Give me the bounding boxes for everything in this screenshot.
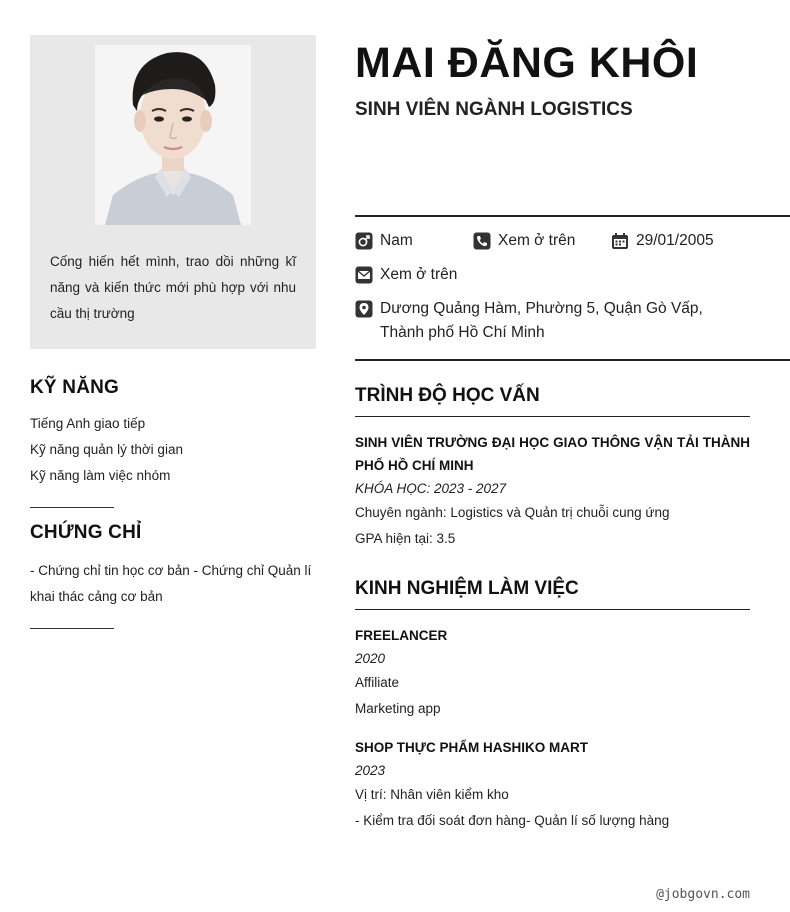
skills-heading: KỸ NĂNG [30, 377, 120, 398]
profile-photo [95, 45, 251, 225]
location-icon [355, 300, 373, 318]
job-year: 2020 [355, 651, 386, 666]
divider [355, 359, 790, 361]
mail-icon [355, 266, 373, 284]
skill-item: Tiếng Anh giao tiếp [30, 416, 146, 431]
phone-icon [473, 232, 491, 250]
school-name: SINH VIÊN TRƯỜNG ĐẠI HỌC GIAO THÔNG VẬN TẢI THÀNH PHỐ HỒ CHÍ MINH [355, 435, 750, 473]
job-year: 2023 [355, 763, 386, 778]
candidate-title: SINH VIÊN NGÀNH LOGISTICS [355, 99, 633, 120]
education-heading: TRÌNH ĐỘ HỌC VẤN [355, 385, 750, 417]
phone-value: Xem ở trên [498, 232, 576, 249]
skills-section [30, 377, 316, 508]
certificates-text: - Chứng chỉ tin học cơ bản - Chứng chỉ Quản lí khai thác cảng cơ bản [30, 563, 312, 604]
experience-heading: KINH NGHIỆM LÀM VIỆC [355, 578, 750, 610]
skill-item: Kỹ năng quản lý thời gian [30, 442, 183, 457]
job-company: SHOP THỰC PHẨM HASHIKO MART [355, 740, 588, 755]
contact-info [355, 215, 790, 361]
divider [30, 507, 114, 508]
skills-list [30, 411, 316, 489]
candidate-name: MAI ĐĂNG KHÔI [355, 39, 699, 87]
job-company: FREELANCER [355, 628, 448, 643]
skill-item: Kỹ năng làm việc nhóm [30, 468, 171, 483]
job-entry [355, 624, 750, 722]
right-column [355, 35, 790, 834]
job-detail: Marketing app [355, 701, 441, 716]
calendar-icon [611, 232, 629, 250]
profile-box [30, 35, 316, 349]
education-entry [355, 431, 750, 552]
divider [30, 628, 114, 629]
major: Chuyên ngành: Logistics và Quản trị chuỗi cung ứng [355, 505, 670, 520]
job-detail: Vị trí: Nhân viên kiểm kho [355, 787, 509, 802]
left-column [30, 35, 316, 629]
email-value: Xem ở trên [380, 266, 458, 283]
gender-icon [355, 232, 373, 250]
study-period: KHÓA HỌC: 2023 - 2027 [355, 481, 507, 496]
education-section [355, 385, 750, 552]
birthdate-value: 29/01/2005 [636, 232, 714, 249]
experience-section [355, 578, 750, 834]
address-value: Dương Quảng Hàm, Phường 5, Quận Gò Vấp, Thành phố Hồ Chí Minh [380, 300, 703, 341]
job-entry [355, 736, 750, 834]
gpa: GPA hiện tại: 3.5 [355, 531, 456, 546]
job-detail: Affiliate [355, 675, 400, 690]
gender-value: Nam [380, 232, 413, 249]
footer-watermark: @jobgovn.com [656, 887, 750, 902]
job-detail: - Kiểm tra đối soát đơn hàng- Quản lí số lượng hàng [355, 813, 670, 828]
career-objective: Cống hiến hết mình, trao dồi những kĩ năng và kiến thức mới phù hợp với nhu cầu thị trường [50, 254, 296, 321]
certificates-heading: CHỨNG CHỈ [30, 522, 142, 543]
certificates-section [30, 522, 316, 629]
